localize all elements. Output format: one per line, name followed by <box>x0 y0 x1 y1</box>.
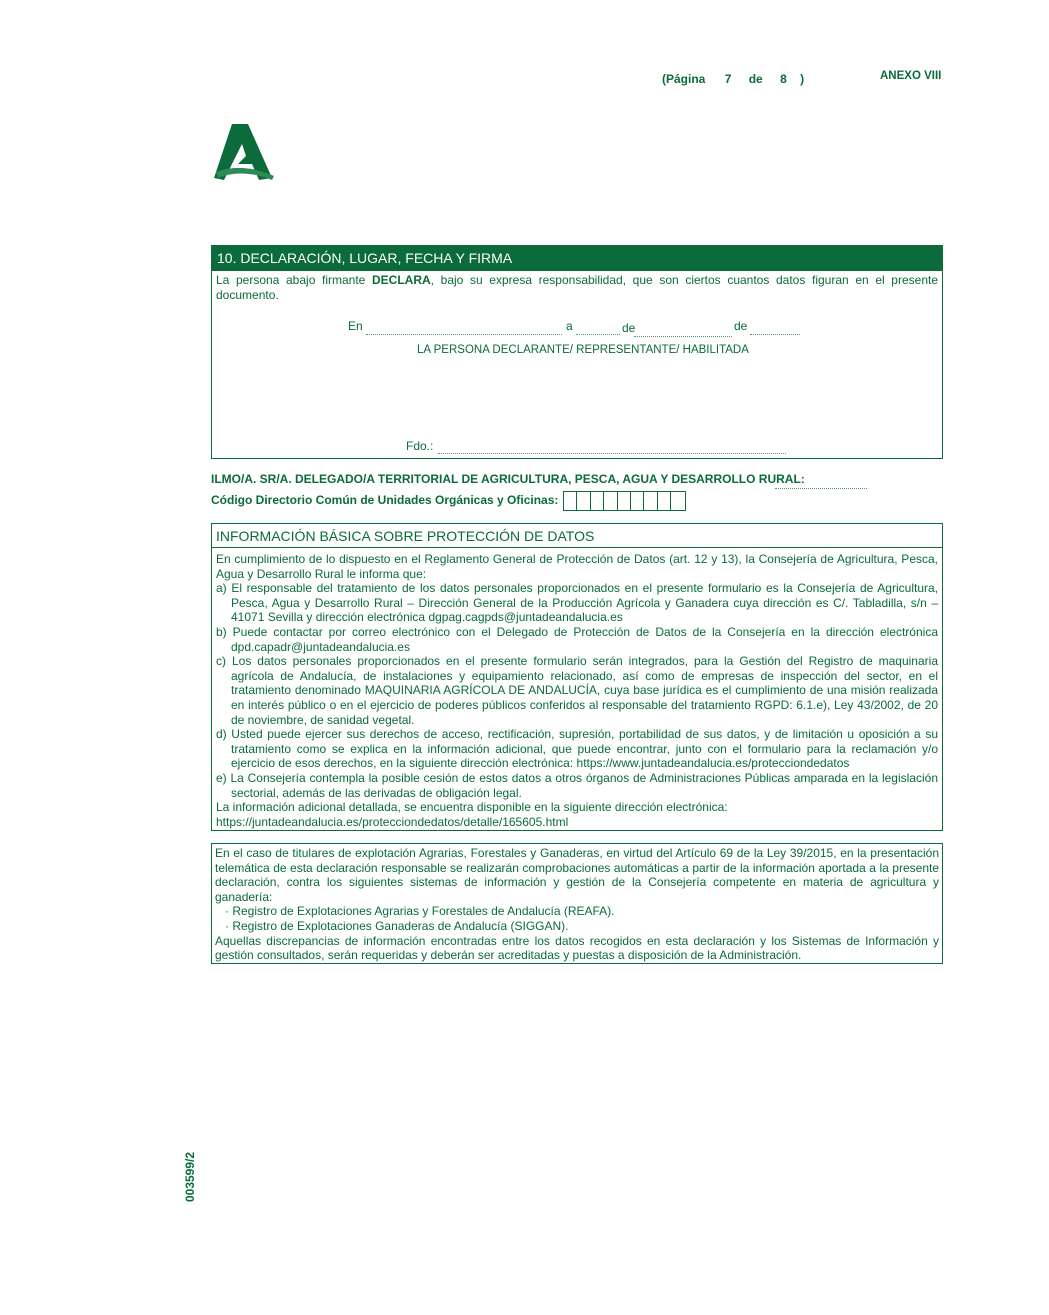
codigo-box[interactable] <box>564 492 577 510</box>
codigo-box[interactable] <box>577 492 590 510</box>
info-item-d: d) Usted puede ejercer sus derechos de acceso, rectificación, supresión, portabilidad de sus datos, y de limitación u oposición a su tratamiento como se explica en la información adicional, que puede encontrar, junto con el formulario para la reclamación y/o ejercicio de esos derechos, en la siguiente dirección electrónica: https://www.juntadeandalucia.es/protecciondedatos <box>216 727 938 771</box>
day-field[interactable] <box>576 334 620 335</box>
page-indicator <box>662 72 804 86</box>
signer-label: LA PERSONA DECLARANTE/ REPRESENTANTE/ HABILITADA <box>417 344 749 356</box>
de-label-2: de <box>734 319 748 333</box>
section-verification <box>211 843 943 964</box>
page-label-close: ) <box>800 72 805 86</box>
verification-item-siggan: · Registro de Explotaciones Ganaderas de Andalucía (SIGGAN). <box>225 918 569 933</box>
en-label: En <box>348 319 363 333</box>
info-intro: En cumplimiento de lo dispuesto en el Reglamento General de Protección de Datos (art. 12 y 13), la Consejería de Agricultura, Pesca, Agua y Desarrollo Rural le informa que: <box>216 552 938 581</box>
data-protection-body <box>212 548 942 829</box>
addressee-field[interactable] <box>775 488 867 489</box>
codigo-box[interactable] <box>644 492 657 510</box>
verification-item-reafa: · Registro de Explotaciones Agrarias y Forestales de Andalucía (REAFA). <box>225 904 615 919</box>
section-data-protection <box>211 523 943 831</box>
info-item-c: c) Los datos personales proporcionados en el presente formulario serán integrados, para la Gestión del Registro de maquinaria agrícola de Andalucía, de instalaciones y equipamiento relacionado, así como de empresas de inspección del sector, en el tratamiento denominado MAQUINARIA AGRÍCOLA DE ANDALUCÍA, cuya base jurídica es el cumplimiento de una misión realizada en interés público o en el ejercicio de poderes públicos conferidos al responsable del tratamiento RGPD: 6.1.e), Ley 43/2002, de 20 de noviembre, de sanidad vegetal. <box>216 654 938 727</box>
declaration-bold: DECLARA <box>372 273 431 287</box>
junta-andalucia-logo-icon <box>212 122 276 182</box>
anexo-label: ANEXO VIII <box>880 70 942 82</box>
declaration-pre: La persona abajo firmante <box>216 273 372 287</box>
page-of: de <box>748 72 763 86</box>
codigo-boxes[interactable] <box>563 491 686 511</box>
page-label-open: (Página <box>662 72 706 86</box>
place-field[interactable] <box>366 334 562 335</box>
a-label: a <box>566 319 573 333</box>
codigo-box[interactable] <box>631 492 644 510</box>
section-declaration <box>211 245 943 459</box>
signature-field[interactable] <box>438 453 786 454</box>
month-field[interactable] <box>634 336 732 337</box>
info-url[interactable]: https://juntadeandalucia.es/protecciondedatos/detalle/165605.html <box>216 814 569 829</box>
de-label-1: de <box>622 321 636 335</box>
page-number: 7 <box>724 72 732 86</box>
info-item-e: e) La Consejería contempla la posible cesión de estos datos a otros órganos de Administraciones Públicas amparada en la legislación sectorial, además de las derivadas de obligación legal. <box>216 770 938 800</box>
codigo-label: Código Directorio Común de Unidades Orgánicas y Oficinas: <box>211 493 559 507</box>
fdo-label: Fdo.: <box>406 439 434 453</box>
verification-paragraph-1: En el caso de titulares de explotación Agrarias, Forestales y Ganaderas, en virtud del Artículo 69 de la Ley 39/2015, en la presentación telemática de esta declaración responsable se realizarán comprobaciones automáticas a partir de la información aportada a la presente declaración, contra los siguientes sistemas de información y gestión de la Consejería competente en materia de agricultura y ganadería: <box>215 846 939 904</box>
declaration-text <box>216 273 938 302</box>
total-pages: 8 <box>780 72 787 86</box>
year-field[interactable] <box>750 334 800 335</box>
verification-paragraph-2: Aquellas discrepancias de información encontradas entre los datos recogidos en esta declaración y los Sistemas de Información y gestión consultados, serán requeridas y deberán ser acreditadas y puestas a disposición de la Administración. <box>215 933 939 963</box>
codigo-box[interactable] <box>604 492 617 510</box>
codigo-box[interactable] <box>618 492 631 510</box>
declaration-post: , bajo su expresa responsabilidad, que son ciertos cuantos datos figuran en el presente documento. <box>216 273 938 302</box>
section-declaration-title: 10. DECLARACIÓN, LUGAR, FECHA Y FIRMA <box>212 246 942 271</box>
data-protection-title: INFORMACIÓN BÁSICA SOBRE PROTECCIÓN DE DATOS <box>212 524 942 548</box>
form-code: 003599/2 <box>183 1151 197 1203</box>
codigo-box[interactable] <box>671 492 684 510</box>
codigo-box[interactable] <box>658 492 671 510</box>
info-item-b: b) Puede contactar por correo electrónico con el Delegado de Protección de Datos de la Consejería en la dirección electrónica dpd.capadr@juntadeandalucia.es <box>216 624 938 654</box>
addressee-label: ILMO/A. SR/A. DELEGADO/A TERRITORIAL DE AGRICULTURA, PESCA, AGUA Y DESARROLLO RURAL: <box>211 472 805 486</box>
info-item-a: a) El responsable del tratamiento de los datos personales proporcionados en el presente formulario es la Consejería de Agricultura, Pesca, Agua y Desarrollo Rural – Dirección General de la Producción Agrícola y Ganadera cuya dirección es C/. Tabladilla, s/n – 41071 Sevilla y dirección electrónica dgpag.cagpds@juntadeandalucia.es <box>216 581 938 625</box>
info-extra: La información adicional detallada, se encuentra disponible en la siguiente dirección electrónica: <box>216 800 728 815</box>
codigo-box[interactable] <box>591 492 604 510</box>
